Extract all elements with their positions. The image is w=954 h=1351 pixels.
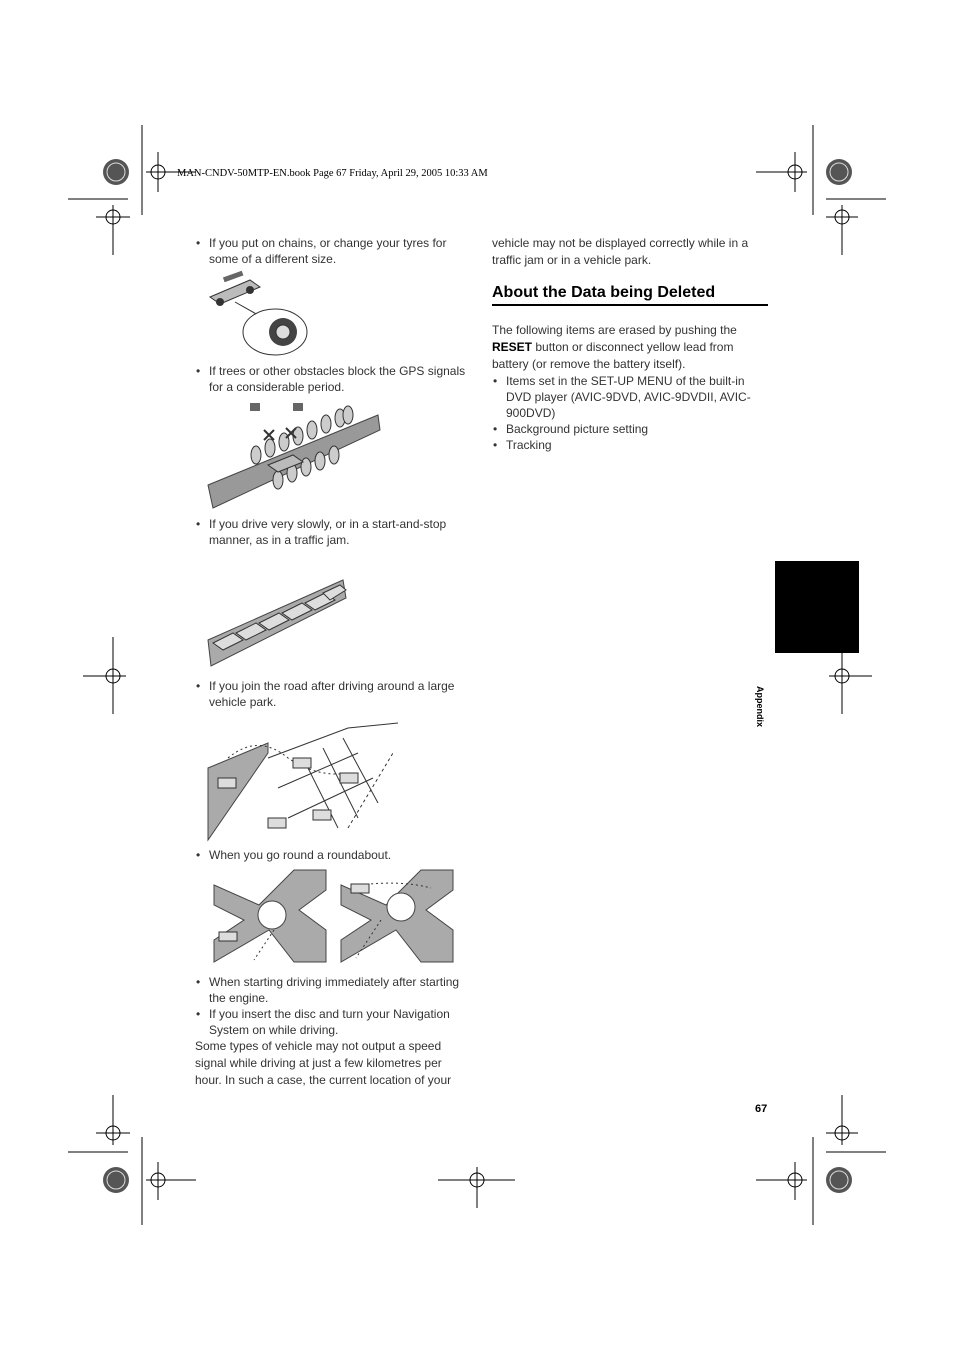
intro-text-rest: button or disconnect yellow lead from battery (or remove the battery itself).	[492, 340, 734, 371]
bullet-text: If you put on chains, or change your tyres for some of a different size.	[209, 236, 447, 266]
bullet-text: If you join the road after driving around a large vehicle park.	[209, 679, 455, 709]
bullet-text: If you insert the disc and turn your Navigation System on while driving.	[209, 1007, 450, 1037]
bullet-traffic-jam	[196, 516, 471, 548]
bullet-dot: •	[196, 1007, 201, 1021]
bullet-dot: •	[196, 364, 201, 378]
trees-gps-illustration	[208, 400, 383, 510]
bullet-text: Tracking	[506, 438, 552, 452]
bullet-text: If trees or other obstacles block the GPS signals for a considerable period.	[209, 364, 466, 394]
bullet-dot: •	[196, 679, 201, 693]
item-background-picture	[493, 421, 764, 437]
bullet-insert-disc	[196, 1006, 471, 1038]
bullet-dot: •	[493, 438, 498, 452]
vehicle-park-illustration	[208, 718, 393, 840]
bullet-trees	[196, 363, 471, 395]
item-tracking	[493, 437, 764, 453]
bullet-text: If you drive very slowly, or in a start-and-stop manner, as in a traffic jam.	[209, 517, 447, 547]
bullet-dot: •	[493, 374, 498, 388]
bullet-tyres	[196, 235, 471, 267]
bullet-text: When starting driving immediately after starting the engine.	[209, 975, 460, 1005]
appendix-label: Appendix	[755, 686, 765, 728]
bullet-vehicle-park	[196, 678, 471, 710]
bullet-engine-start	[196, 974, 471, 1006]
bullet-dot: •	[196, 236, 201, 250]
continued-paragraph: vehicle may not be displayed correctly while in a traffic jam or in a vehicle park.	[492, 236, 749, 267]
bullet-text: When you go round a roundabout.	[209, 848, 392, 862]
intro-paragraph	[492, 322, 768, 373]
bullet-dot: •	[196, 975, 201, 989]
appendix-tab	[775, 561, 859, 653]
item-setup-menu	[493, 373, 764, 421]
bullet-roundabout	[196, 847, 471, 863]
reset-label: RESET	[492, 340, 533, 354]
page-number: 67	[755, 1103, 768, 1115]
traffic-jam-illustration	[208, 578, 348, 668]
bullet-dot: •	[493, 422, 498, 436]
bullet-text: Items set in the SET-UP MENU of the built-in DVD player (AVIC-9DVD, AVIC-9DVDII, AVIC-900DVD)	[506, 374, 751, 420]
page-header: MAN-CNDV-50MTP-EN.book Page 67 Friday, April 29, 2005 10:33 AM	[177, 168, 488, 179]
intro-text: The following items are erased by pushing the	[492, 323, 737, 337]
section-title: About the Data being Deleted	[492, 284, 768, 306]
bullet-dot: •	[196, 517, 201, 531]
tyre-chain-illustration	[205, 272, 315, 357]
roundabout-illustration-1	[214, 870, 326, 962]
speed-signal-paragraph: Some types of vehicle may not output a speed signal while driving at just a few kilometres per hour. In such a case, the current location of your	[195, 1039, 452, 1087]
bullet-dot: •	[196, 848, 201, 862]
bullet-text: Background picture setting	[506, 422, 649, 436]
roundabout-illustration-2	[341, 870, 453, 962]
